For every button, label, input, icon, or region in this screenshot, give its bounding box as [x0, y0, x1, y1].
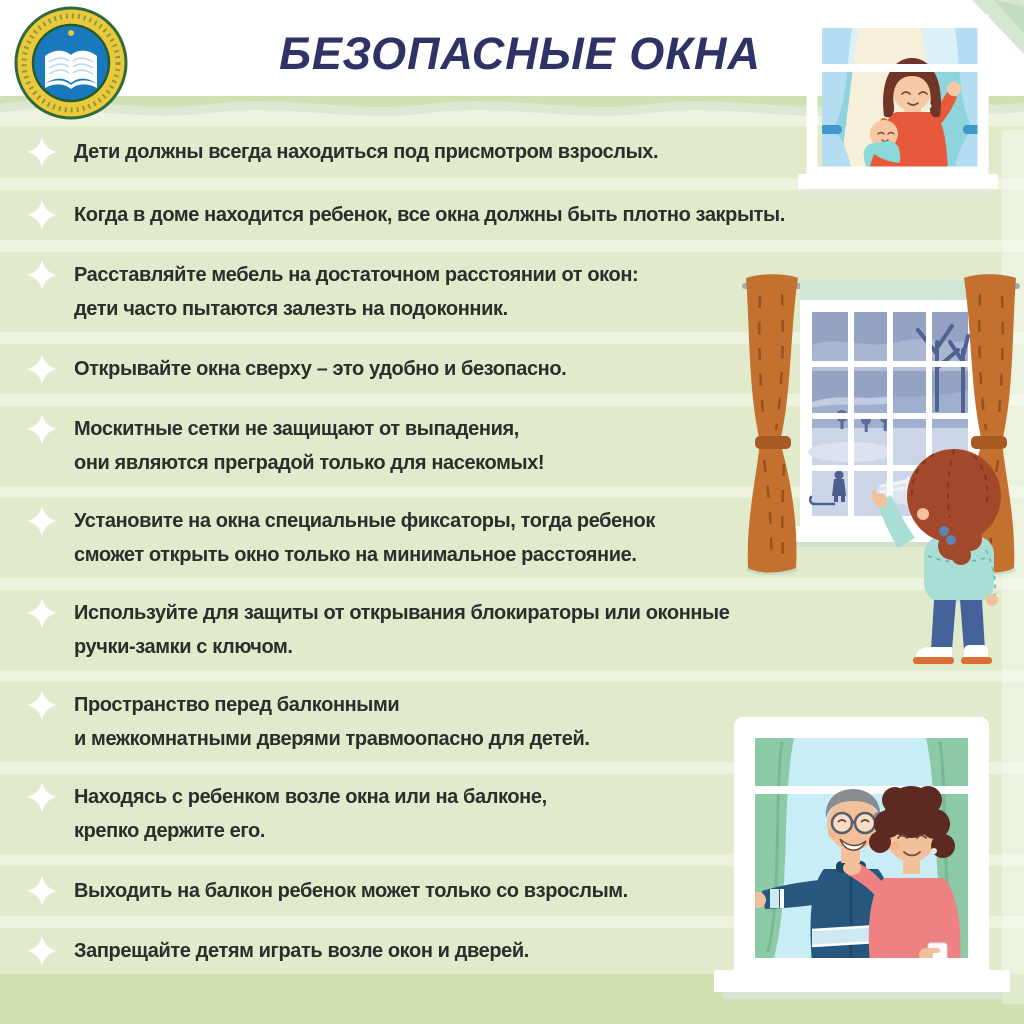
star-bullet-icon	[26, 597, 58, 629]
star-bullet-icon	[26, 413, 58, 445]
tip-text: сможет открыть окно только на минимальное расстояние.	[74, 544, 637, 566]
tip-text: Дети должны всегда находиться под присмотром взрослых.	[74, 141, 659, 163]
organization-logo	[12, 4, 130, 122]
star-bullet-icon	[26, 875, 58, 907]
tip-text: ручки-замки с ключом.	[74, 636, 293, 658]
tip-text: Установите на окна специальные фиксаторы, тогда ребенок	[74, 510, 655, 532]
page-title: БЕЗОПАСНЫЕ ОКНА	[279, 28, 761, 79]
tip-text: Запрещайте детям играть возле окон и дверей.	[74, 940, 529, 962]
tip-text: Пространство перед балконными	[74, 694, 400, 716]
star-bullet-icon	[26, 136, 58, 168]
star-bullet-icon	[26, 781, 58, 813]
star-bullet-icon	[26, 935, 58, 967]
tip-text: и межкомнатными дверями травмоопасно для детей.	[74, 728, 590, 750]
tip-text: они являются преградой только для насекомых!	[74, 452, 545, 474]
girl-window-illustration	[738, 250, 1024, 675]
star-bullet-icon	[26, 199, 58, 231]
tip-text: Когда в доме находится ребенок, все окна должны быть плотно закрыты.	[74, 204, 785, 226]
tip-text: Выходить на балкон ребенок может только со взрослым.	[74, 880, 628, 902]
star-bullet-icon	[26, 259, 58, 291]
tip-text: крепко держите его.	[74, 820, 266, 842]
tip-text: Открывайте окна сверху – это удобно и безопасно.	[74, 358, 567, 380]
star-bullet-icon	[26, 689, 58, 721]
tip-text: Находясь с ребенком возле окна или на балконе,	[74, 786, 547, 808]
tip-text: дети часто пытаются залезть на подоконник.	[74, 298, 508, 320]
couple-window-illustration	[712, 712, 1012, 1007]
tip-text: Москитные сетки не защищают от выпадения,	[74, 418, 519, 440]
star-bullet-icon	[26, 505, 58, 537]
tip-text: Используйте для защиты от открывания блокираторы или оконные	[74, 602, 730, 624]
star-bullet-icon	[26, 353, 58, 385]
tip-text: Расставляйте мебель на достаточном расстоянии от окон:	[74, 264, 639, 286]
mother-baby-window-illustration	[796, 14, 1000, 198]
